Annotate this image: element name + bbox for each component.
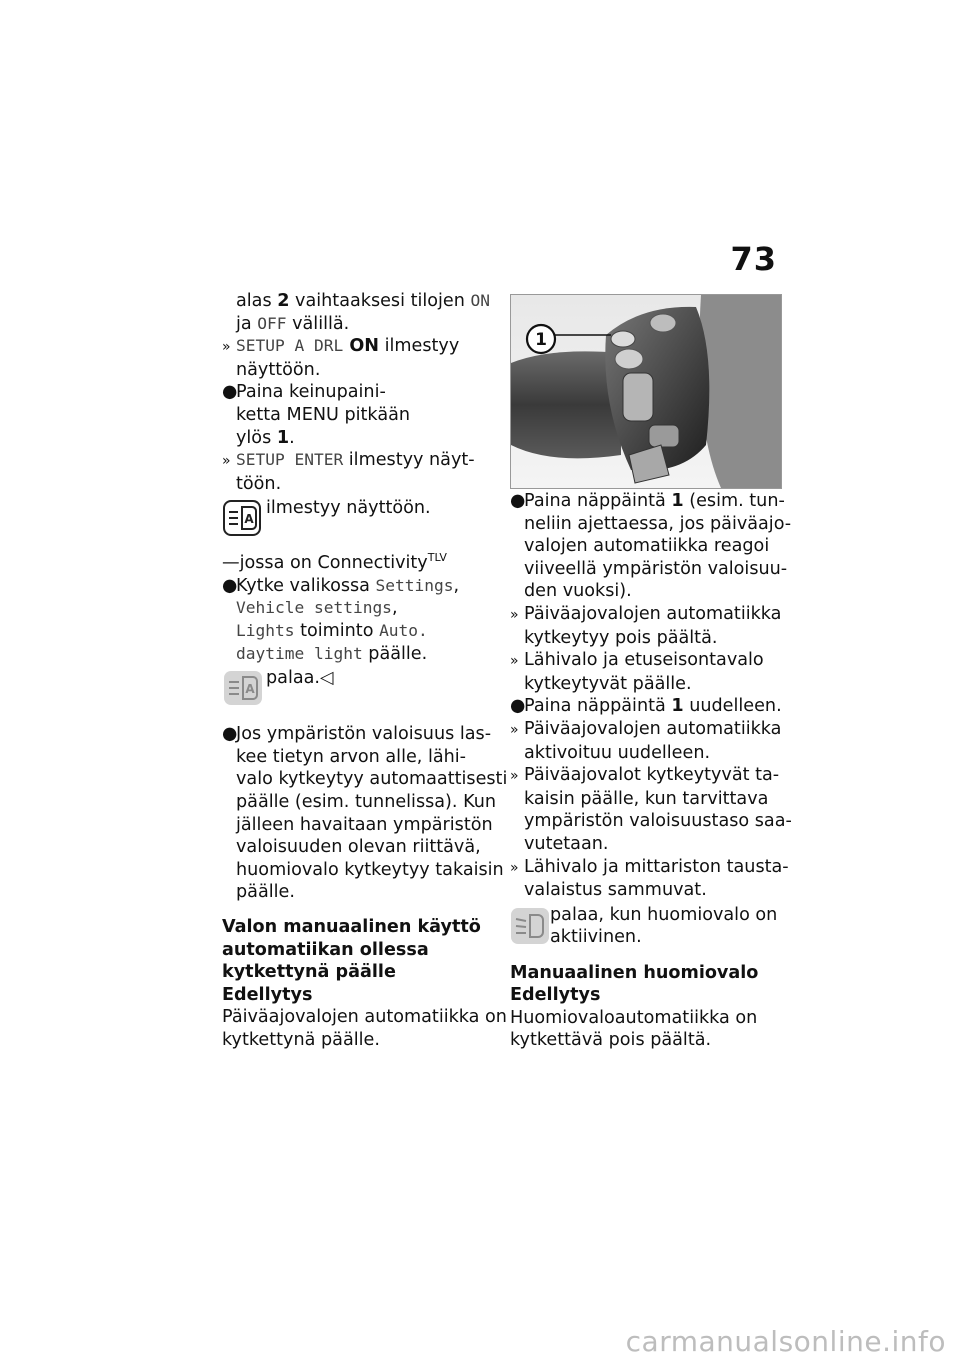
text-line: kee tietyn arvon alle, lähi- — [236, 746, 467, 767]
text-line: den vuoksi). — [524, 581, 632, 602]
text-line: daytime light päälle. — [236, 643, 428, 664]
text-line: jälleen havaitaan ympäristön — [236, 814, 493, 835]
left-column — [222, 290, 508, 1051]
text-line: töön. — [236, 473, 282, 494]
text-line: kaisin päälle, kun tarvittava — [524, 788, 769, 809]
text-line: Päiväajovalojen automatiikka on — [222, 1007, 507, 1028]
text-line: päälle (esim. tunnelissa). Kun — [236, 791, 497, 812]
result-line: » Päiväajovalot kytkeytyvät ta- — [510, 764, 782, 788]
bullet-line: ●Jos ympäristön valoisuus las- — [222, 724, 492, 745]
bullet-line: ●Kytke valikossa Settings, — [222, 575, 460, 596]
bullet-mark: ● — [510, 696, 526, 717]
text-line: ylös 1. — [236, 427, 295, 448]
text-line: alas 2 vaihtaaksesi tilojen ON — [236, 291, 490, 311]
text-line: kytkettävä pois päältä. — [510, 1030, 712, 1051]
result-mark: » — [510, 859, 519, 876]
result-mark: » — [222, 339, 231, 356]
section-heading: automatiikan ollessa — [222, 939, 429, 960]
text-line: valaistus sammuvat. — [524, 880, 707, 901]
bullet-mark: ● — [222, 724, 238, 745]
text-line: näyttöön. — [236, 359, 321, 380]
section-heading: kytkettynä päälle — [222, 962, 396, 983]
text-line: Lights toiminto Auto. — [236, 620, 428, 641]
end-mark: ◁ — [320, 668, 334, 689]
text-line: Vehicle settings, — [236, 598, 398, 619]
page-number: 73 — [730, 240, 777, 278]
text-line: kytkettynä päälle. — [222, 1029, 380, 1050]
bullet-line: ●Paina näppäintä 1 uudelleen. — [510, 696, 782, 717]
text-line: aktivoituu uudelleen. — [524, 742, 711, 763]
text-line: kytkeytyvät päälle. — [524, 673, 692, 694]
result-line: » Päiväajovalojen automatiikka — [510, 718, 782, 742]
result-line: » Lähivalo ja mittariston tausta- — [510, 856, 782, 880]
section-heading: Manuaalinen huomiovalo — [510, 962, 759, 983]
result-mark: » — [510, 768, 519, 785]
text-line: valoisuuden olevan riittävä, — [236, 837, 481, 858]
result-line: » SETUP ENTER ilmestyy näyt- — [222, 449, 494, 473]
section-heading: Valon manuaalinen käyttö — [222, 916, 481, 937]
text-line: huomiovalo kytkeytyy takaisin — [236, 859, 504, 880]
result-mark: » — [510, 721, 519, 738]
result-mark: » — [510, 606, 519, 623]
bullet-line: ●Paina keinupaini- — [222, 382, 386, 403]
text-line: valo kytkeytyy automaattisesti — [236, 769, 508, 790]
bullet-line: ●Paina näppäintä 1 (esim. tun- — [510, 491, 785, 511]
auto-headlight-outline-icon — [222, 497, 262, 546]
result-mark: » — [510, 653, 519, 670]
icon-note: A palaa.◁ — [222, 667, 494, 711]
bullet-mark: ● — [510, 491, 526, 511]
result-mark: » — [222, 453, 231, 470]
icon-note: palaa, kun huomiovalo on aktiivinen. — [510, 904, 782, 950]
text-line: ympäristön valoisuustaso saa- — [524, 811, 792, 832]
svg-text:A: A — [245, 682, 255, 697]
text-line: valojen automatiikka reagoi — [524, 536, 770, 557]
photo-callout-label: 1 — [535, 330, 547, 350]
subheading: Edellytys — [510, 985, 601, 1006]
auto-headlight-filled-icon — [222, 667, 264, 716]
watermark: carmanualsonline.info — [625, 1325, 946, 1358]
handlebar-switch-photo — [510, 294, 782, 489]
text-line: neliin ajettaessa, jos päiväajo- — [524, 513, 792, 534]
bullet-mark: ● — [222, 382, 238, 403]
text-line: ja OFF välillä. — [236, 313, 350, 334]
right-column — [510, 490, 792, 1052]
bullet-mark: ● — [222, 575, 238, 596]
text-line: ketta MENU pitkään — [236, 404, 411, 425]
result-line: » Päiväajovalojen automatiikka — [510, 603, 782, 627]
result-line: » SETUP A DRL ON ilmestyy — [222, 335, 494, 359]
svg-text:A: A — [244, 512, 254, 527]
text-line: Huomiovaloautomatiikka on — [510, 1007, 758, 1028]
icon-note: A ilmestyy näyttöön. — [222, 497, 494, 541]
text-line: vutetaan. — [524, 833, 609, 854]
low-beam-indicator-icon — [510, 906, 550, 953]
text-line: —jossa on Connectivity$^{TLV}$ — [222, 551, 447, 574]
text-line: päälle. — [236, 882, 295, 903]
subheading: Edellytys — [222, 984, 313, 1005]
result-line: » Lähivalo ja etuseisontavalo — [510, 649, 782, 673]
text-line: viiveellä ympäristön valoisuu- — [524, 558, 788, 579]
text-line: kytkeytyy pois päältä. — [524, 627, 718, 648]
